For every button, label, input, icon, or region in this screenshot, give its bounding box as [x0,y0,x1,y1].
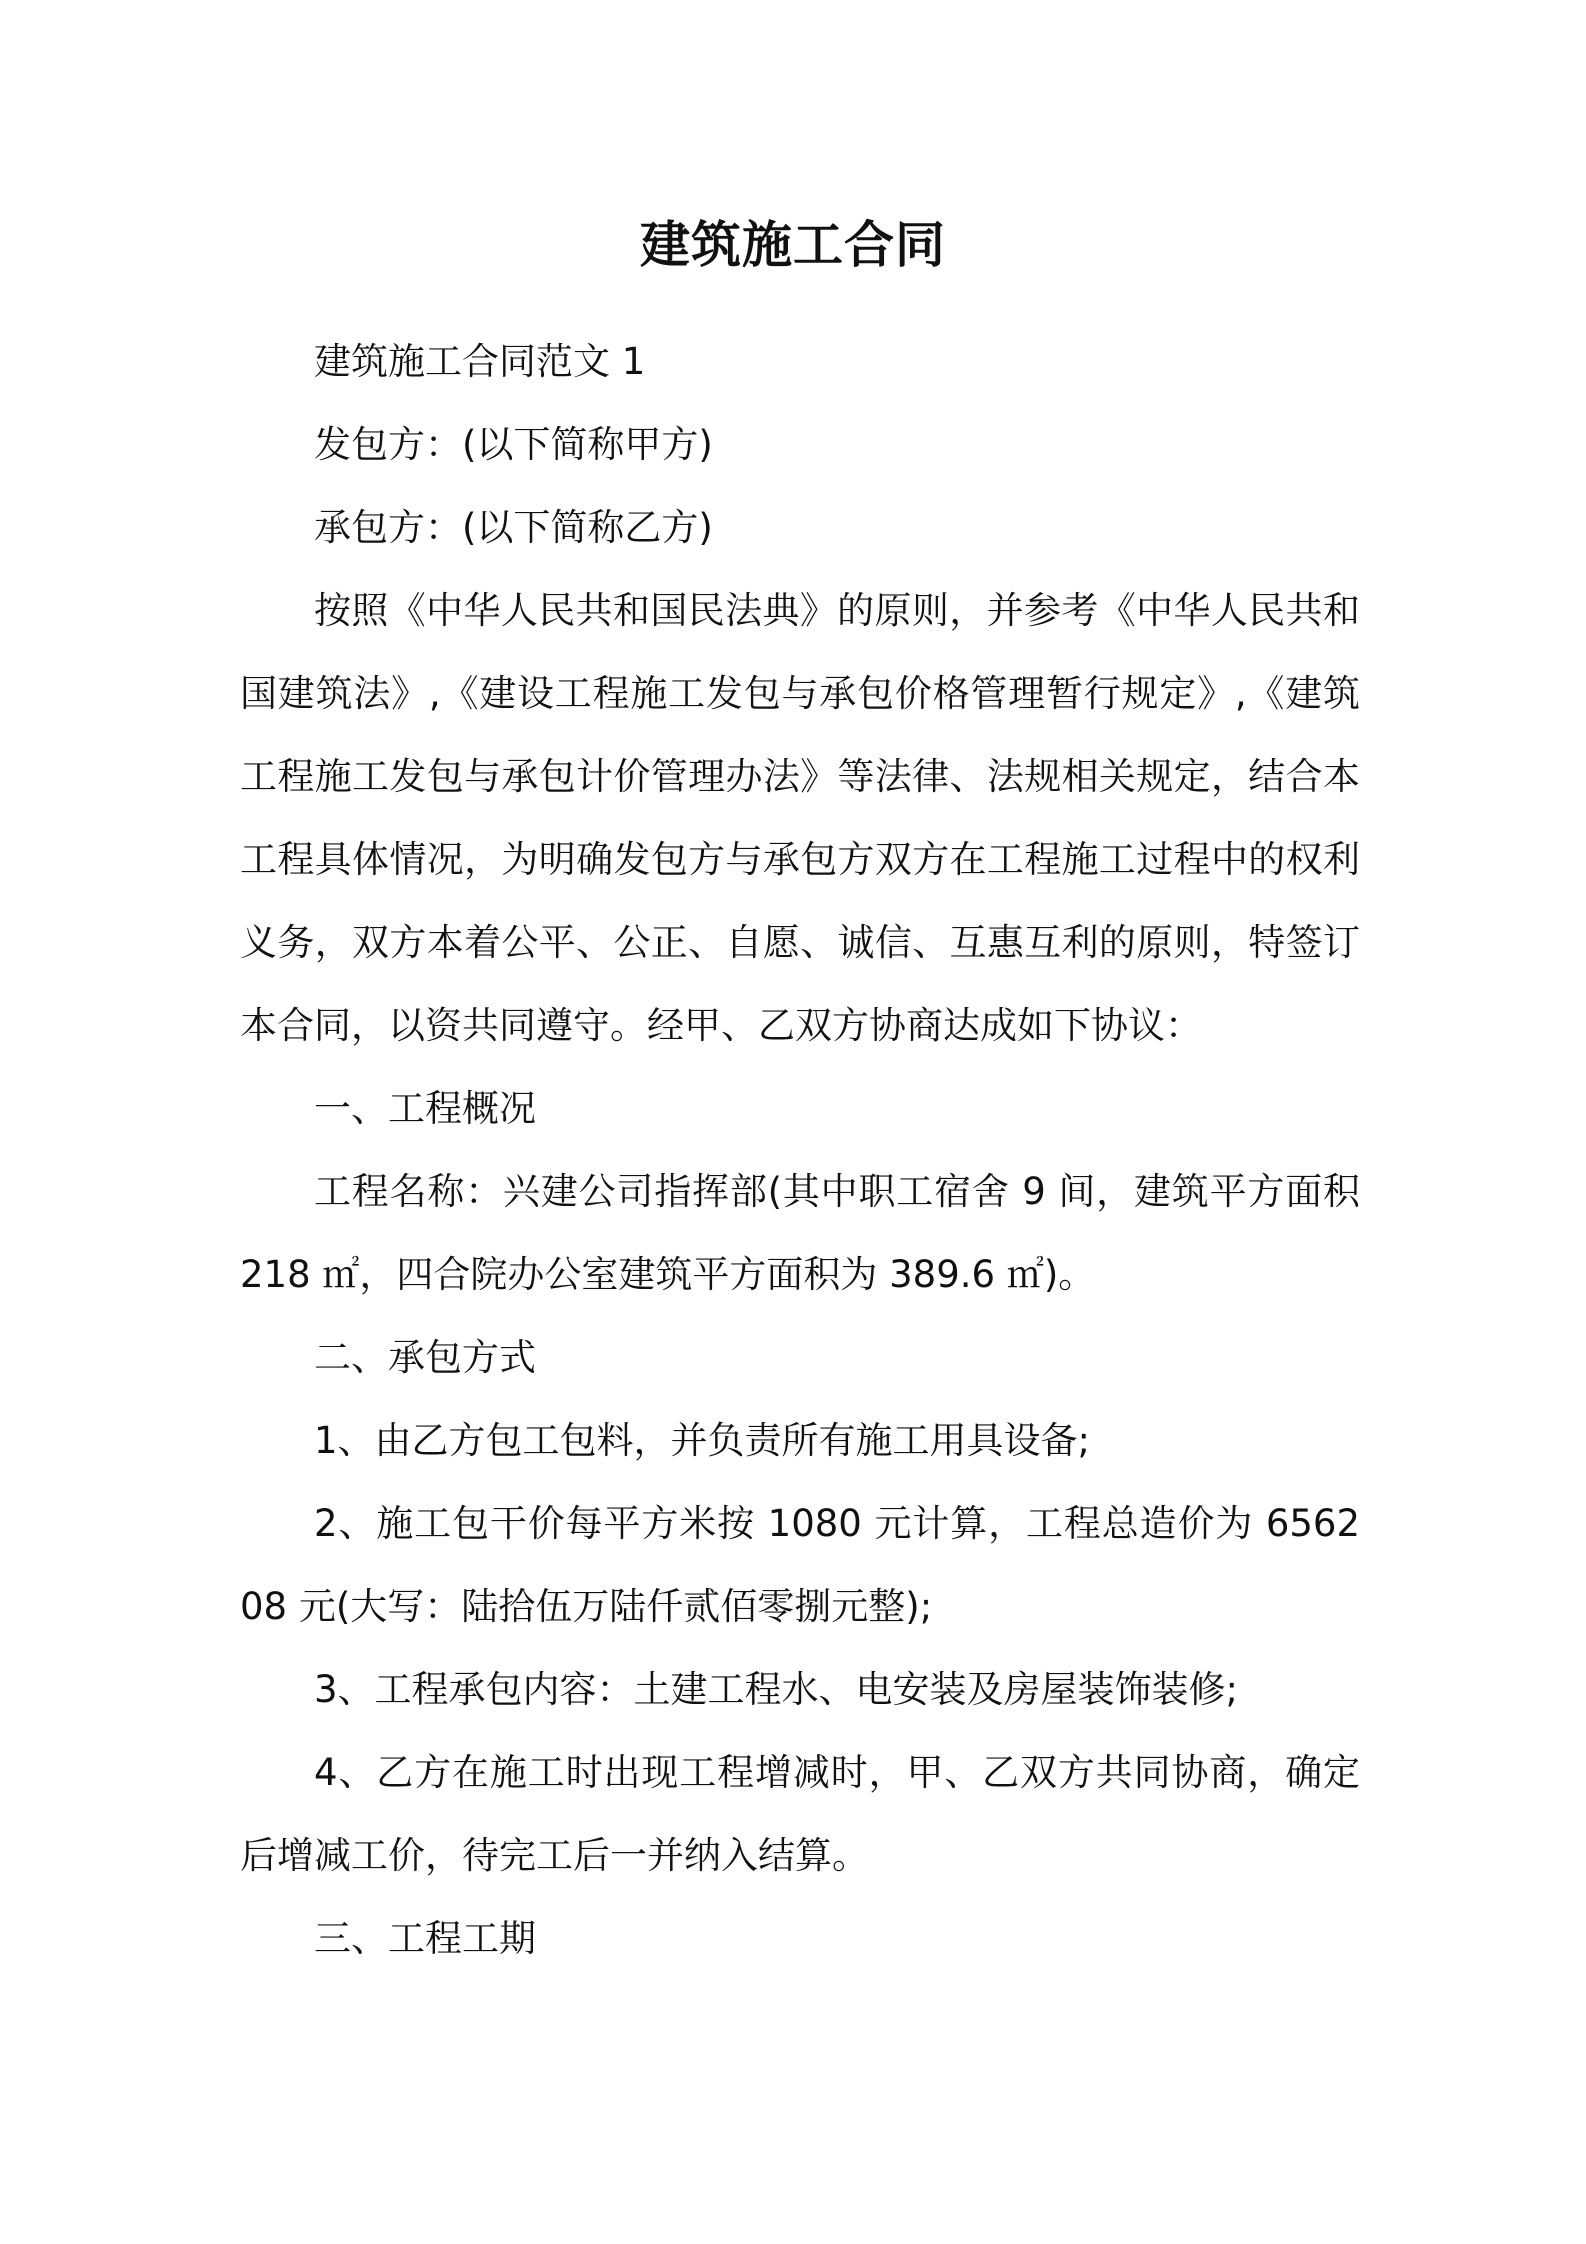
party-a-line: 发包方：(以下简称甲方) [314,423,713,466]
clause-1: 1、由乙方包工包料，并负责所有施工用具设备; [314,1419,1091,1462]
party-b-line: 承包方：(以下简称乙方) [314,506,713,549]
clause-3: 3、工程承包内容：土建工程水、电安装及房屋装饰装修; [314,1668,1239,1711]
clause-4: 4、乙方在施工时出现工程增减时，甲、乙双方共同协商，确定后增减工价，待完工后一并纳入结算。 [240,1751,1360,1877]
section-heading-1: 一、工程概况 [314,1087,536,1130]
section-heading-2: 二、承包方式 [314,1336,536,1379]
document-title: 建筑施工合同 [640,216,946,274]
subtitle-paragraph: 建筑施工合同范文 1 [314,340,646,383]
document-body [240,320,1360,1980]
clause-2: 2、施工包干价每平方米按 1080 元计算，工程总造价为 656208 元(大写：陆拾伍万陆仟贰佰零捌元整); [240,1502,1360,1628]
preamble-paragraph: 按照《中华人民共和国民法典》的原则，并参考《中华人民共和国建筑法》,《建设工程施工发包与承包价格管理暂行规定》,《建筑工程施工发包与承包计价管理办法》等法律、法规相关规定，结合本工程具体情况，为明确发包方与承包方双方在工程施工过程中的权利义务，双方本着公平、公正、自愿、诚信、互惠互利的原则，特签订本合同，以资共同遵守。经甲、乙双方协商达成如下协议： [240,589,1360,1047]
project-name-paragraph: 工程名称：兴建公司指挥部(其中职工宿舍 9 间，建筑平方面积 218 ㎡，四合院办公室建筑平方面积为 389.6 ㎡)。 [240,1170,1360,1296]
section-heading-3: 三、工程工期 [314,1917,536,1960]
